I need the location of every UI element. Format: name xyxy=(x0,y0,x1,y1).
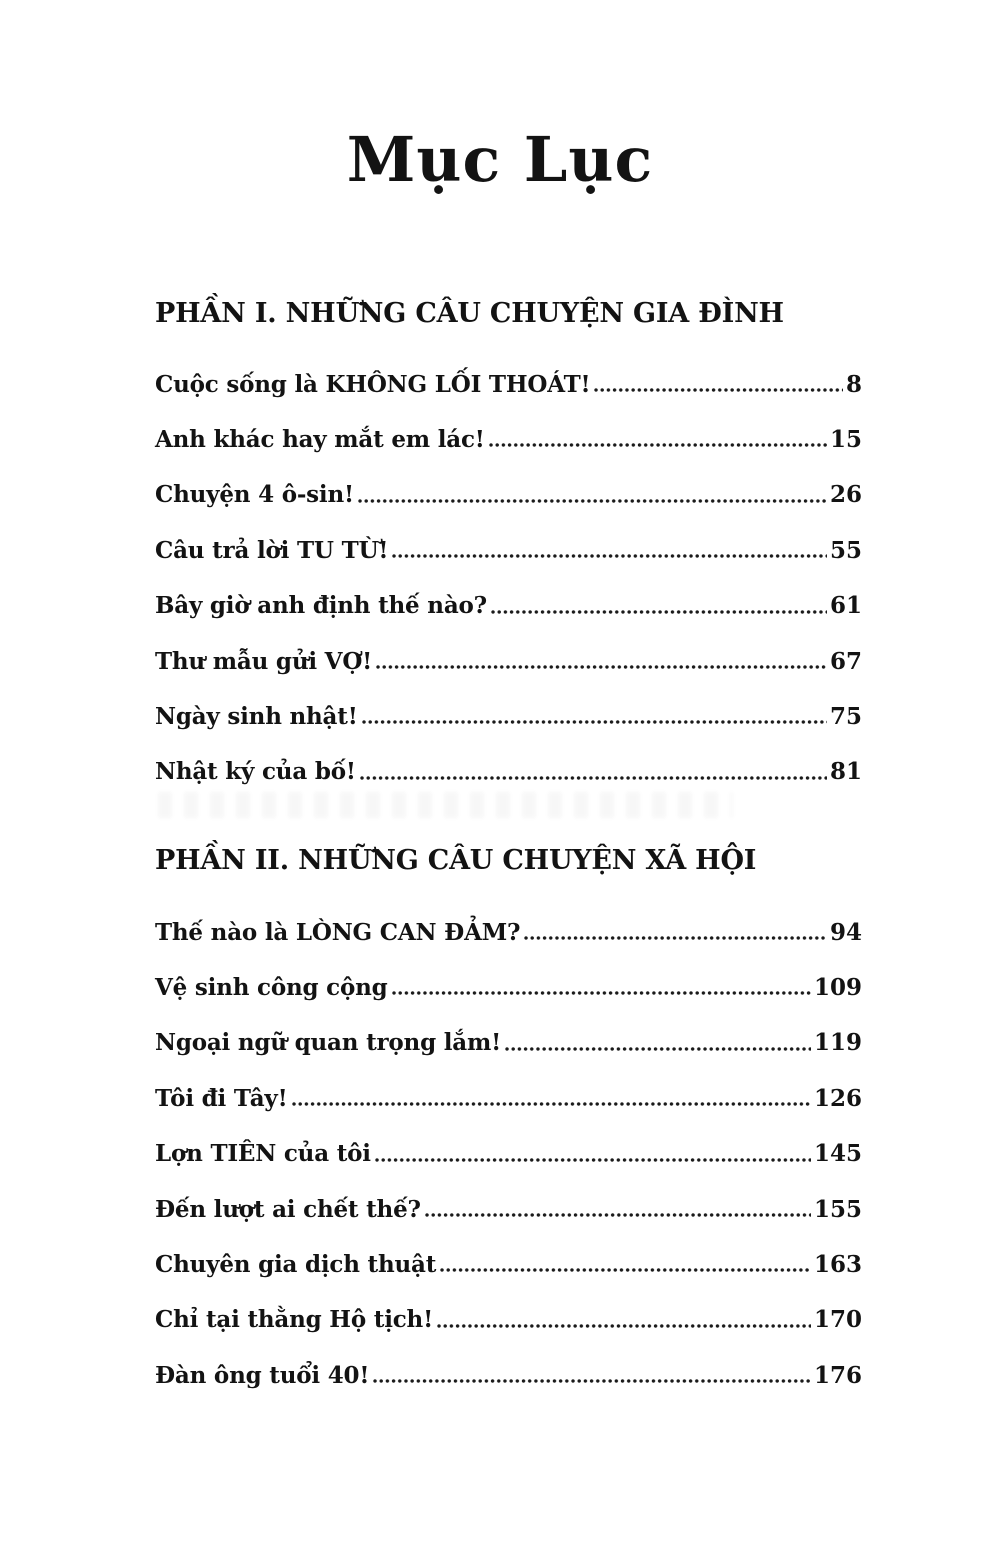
toc-entry xyxy=(155,1020,862,1057)
toc-entry xyxy=(155,1186,862,1223)
toc-entry xyxy=(155,1297,862,1334)
toc-entry-page-number: 94 xyxy=(829,918,862,946)
toc-entry xyxy=(155,1075,862,1112)
toc-entry xyxy=(155,583,862,620)
toc-entry-title: Nhật ký của bố! xyxy=(155,758,356,786)
toc-entry xyxy=(155,909,862,946)
dot-leader xyxy=(392,991,811,995)
toc-entry-page-number: 155 xyxy=(813,1195,862,1223)
toc-entry-title: Anh khác hay mắt em lác! xyxy=(155,425,485,453)
dot-leader xyxy=(373,1379,811,1383)
toc-entry-title: Bây giờ anh định thế nào? xyxy=(155,592,487,620)
toc-entry xyxy=(155,416,862,453)
toc-entry-page-number: 26 xyxy=(829,481,862,509)
toc-entry xyxy=(155,1131,862,1168)
toc-entry-page-number: 126 xyxy=(813,1084,862,1112)
toc-entry xyxy=(155,693,862,730)
toc-entry-title: Vệ sinh công cộng xyxy=(155,973,388,1001)
toc-entry xyxy=(155,749,862,786)
toc-entry-title: Lợn TIÊN của tôi xyxy=(155,1140,371,1168)
toc-entry xyxy=(155,527,862,564)
dot-leader xyxy=(440,1268,811,1272)
toc-entry-title: Chỉ tại thằng Hộ tịch! xyxy=(155,1306,433,1334)
toc-entry-page-number: 75 xyxy=(829,702,862,730)
dot-leader xyxy=(489,443,827,447)
dot-leader xyxy=(505,1047,811,1051)
toc-entry-title: Chuyên gia dịch thuật xyxy=(155,1250,437,1278)
toc-entry xyxy=(155,472,862,509)
toc-entry-title: Thế nào là LÒNG CAN ĐẢM? xyxy=(155,918,521,946)
toc-entry-page-number: 15 xyxy=(829,425,862,453)
toc-entry-page-number: 109 xyxy=(813,973,862,1001)
toc-entry-title: Đến lượt ai chết thế? xyxy=(155,1195,421,1223)
dot-leader xyxy=(425,1213,811,1217)
toc-entry-page-number: 119 xyxy=(813,1029,862,1057)
dot-leader xyxy=(358,499,827,503)
toc-entry-title: Chuyện 4 ô-sin! xyxy=(155,481,354,509)
toc-entry-title: Ngày sinh nhật! xyxy=(155,702,358,730)
dot-leader xyxy=(594,388,843,392)
dot-leader xyxy=(360,776,827,780)
dot-leader xyxy=(524,936,827,940)
dot-leader xyxy=(292,1102,811,1106)
toc-entry xyxy=(155,1352,862,1389)
dot-leader xyxy=(392,554,827,558)
toc-entry-title: Tôi đi Tây! xyxy=(155,1084,288,1112)
section-heading: PHẦN I. NHỮNG CÂU CHUYỆN GIA ĐÌNH xyxy=(155,298,784,329)
dot-leader xyxy=(362,720,827,724)
toc-entry xyxy=(155,1241,862,1278)
toc-entry-page-number: 61 xyxy=(829,592,862,620)
toc-entry-page-number: 145 xyxy=(813,1140,862,1168)
dot-leader xyxy=(437,1324,811,1328)
toc-entry-page-number: 8 xyxy=(845,370,862,398)
toc-entry-page-number: 176 xyxy=(813,1361,862,1389)
toc-entry xyxy=(155,361,862,398)
toc-entry-title: Thư mẫu gửi VỢ! xyxy=(155,647,373,675)
toc-entry-page-number: 81 xyxy=(829,758,862,786)
dot-leader xyxy=(491,610,827,614)
toc-entry-page-number: 67 xyxy=(829,647,862,675)
toc-entry-title: Ngoại ngữ quan trọng lắm! xyxy=(155,1029,502,1057)
toc-entry-page-number: 163 xyxy=(813,1250,862,1278)
toc-entry xyxy=(155,638,862,675)
toc-entry xyxy=(155,964,862,1001)
dot-leader xyxy=(376,665,827,669)
dot-leader xyxy=(375,1158,811,1162)
page-title: Mục Lục xyxy=(346,123,654,196)
ink-bleed-through-artifact xyxy=(158,792,733,818)
toc-entry-title: Đàn ông tuổi 40! xyxy=(155,1361,370,1389)
section-heading: PHẦN II. NHỮNG CÂU CHUYỆN XÃ HỘI xyxy=(155,845,757,876)
toc-entry-page-number: 170 xyxy=(813,1306,862,1334)
toc-entry-title: Cuộc sống là KHÔNG LỐI THOÁT! xyxy=(155,370,591,398)
toc-entry-title: Câu trả lời TU TỪ! xyxy=(155,536,389,564)
toc-entry-page-number: 55 xyxy=(829,536,862,564)
